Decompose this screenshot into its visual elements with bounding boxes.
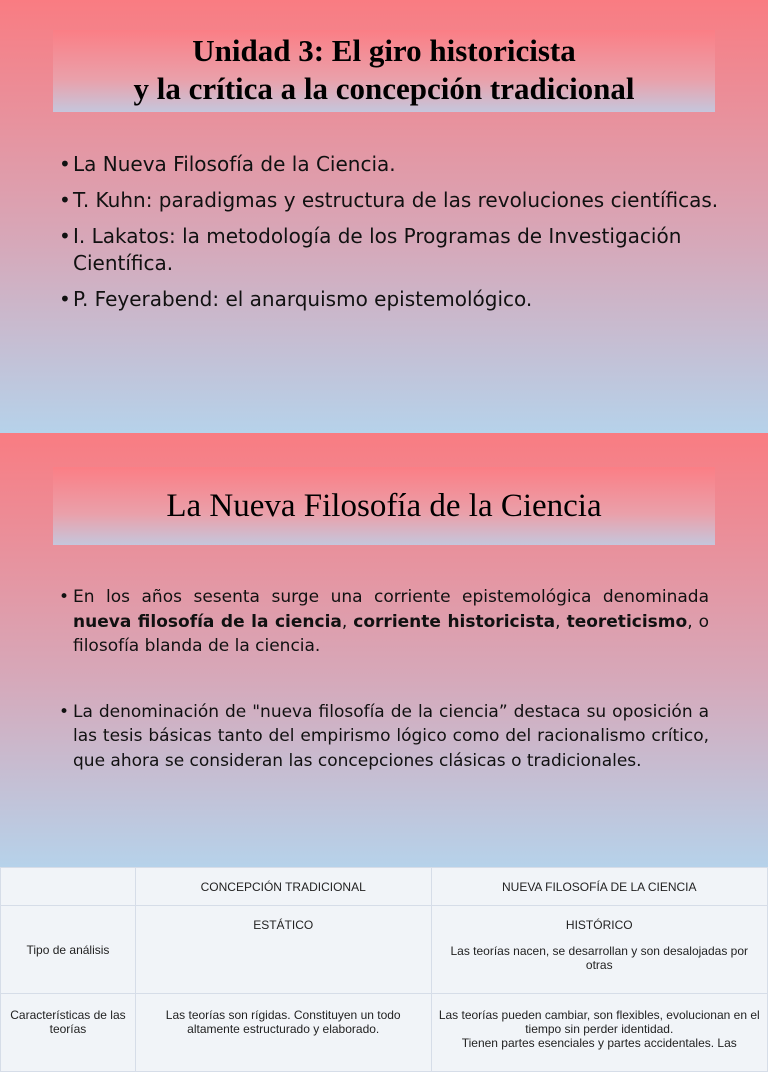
row-label: Características de las teorías: [1, 994, 136, 1072]
bold-term: nueva filosofía de la ciencia: [73, 611, 342, 632]
topics-list: [73, 151, 733, 322]
slide-title-box: [53, 467, 715, 545]
comparison-table: [0, 867, 768, 1072]
slide-unidad-3: [0, 0, 768, 433]
new-cell: [431, 906, 768, 994]
slide-title: La Nueva Filosofía de la Ciencia: [166, 488, 602, 524]
header-cell-new: NUEVA FILOSOFÍA DE LA CIENCIA: [431, 868, 768, 906]
text: , o filosofía blanda de la ciencia.: [73, 611, 709, 656]
cell-detail: Tienen partes esenciales y partes accidentales. Las: [461, 1036, 737, 1050]
cell-main: Las teorías pueden cambiar, son flexibles, evolucionan en el tiempo sin perder identidad.: [438, 1008, 760, 1036]
table-row: [1, 906, 768, 994]
cell-detail: Las teorías nacen, se desarrollan y son desalojadas por otras: [450, 944, 748, 972]
text: ,: [341, 611, 354, 632]
new-cell: [431, 994, 768, 1072]
topic-item: • T. Kuhn: paradigmas y estructura de las revoluciones científicas.: [73, 187, 733, 214]
topic-item: • I. Lakatos: la metodología de los Programas de Investigación Científica.: [73, 223, 733, 277]
table-row: [1, 994, 768, 1072]
bold-term: corriente historicista: [353, 611, 556, 632]
text: ,: [555, 611, 567, 632]
header-cell-traditional: CONCEPCIÓN TRADICIONAL: [135, 868, 431, 906]
row-label: Tipo de análisis: [1, 906, 136, 994]
paragraph-2: • La denominación de "nueva filosofía de la ciencia” destaca su oposición a las tesis básicas tanto del empirismo lógico como del racionalismo crítico, que ahora se consideran las concepciones clásicas o tradicionales.: [73, 700, 709, 774]
title-line-1: Unidad 3: El giro historicista: [192, 33, 576, 68]
slide-title: [53, 30, 715, 108]
traditional-cell: ESTÁTICO: [135, 906, 431, 994]
content-list: [73, 585, 709, 773]
header-cell-empty: [1, 868, 136, 906]
topic-item: • P. Feyerabend: el anarquismo epistemológico.: [73, 286, 733, 313]
paragraph-1: [73, 585, 709, 659]
topic-item: • La Nueva Filosofía de la Ciencia.: [73, 151, 733, 178]
table-header-row: [1, 868, 768, 906]
cell-main: HISTÓRICO: [565, 918, 633, 932]
traditional-cell: Las teorías son rígidas. Constituyen un todo altamente estructurado y elaborado.: [135, 994, 431, 1072]
title-line-2: y la crítica a la concepción tradicional: [133, 71, 635, 106]
slide-nueva-filosofia: [0, 433, 768, 867]
slide-title-box: [53, 30, 715, 112]
text: En los años sesenta surge una corriente epistemológica denominada: [73, 587, 709, 607]
bold-term: teoreticismo: [566, 611, 688, 632]
